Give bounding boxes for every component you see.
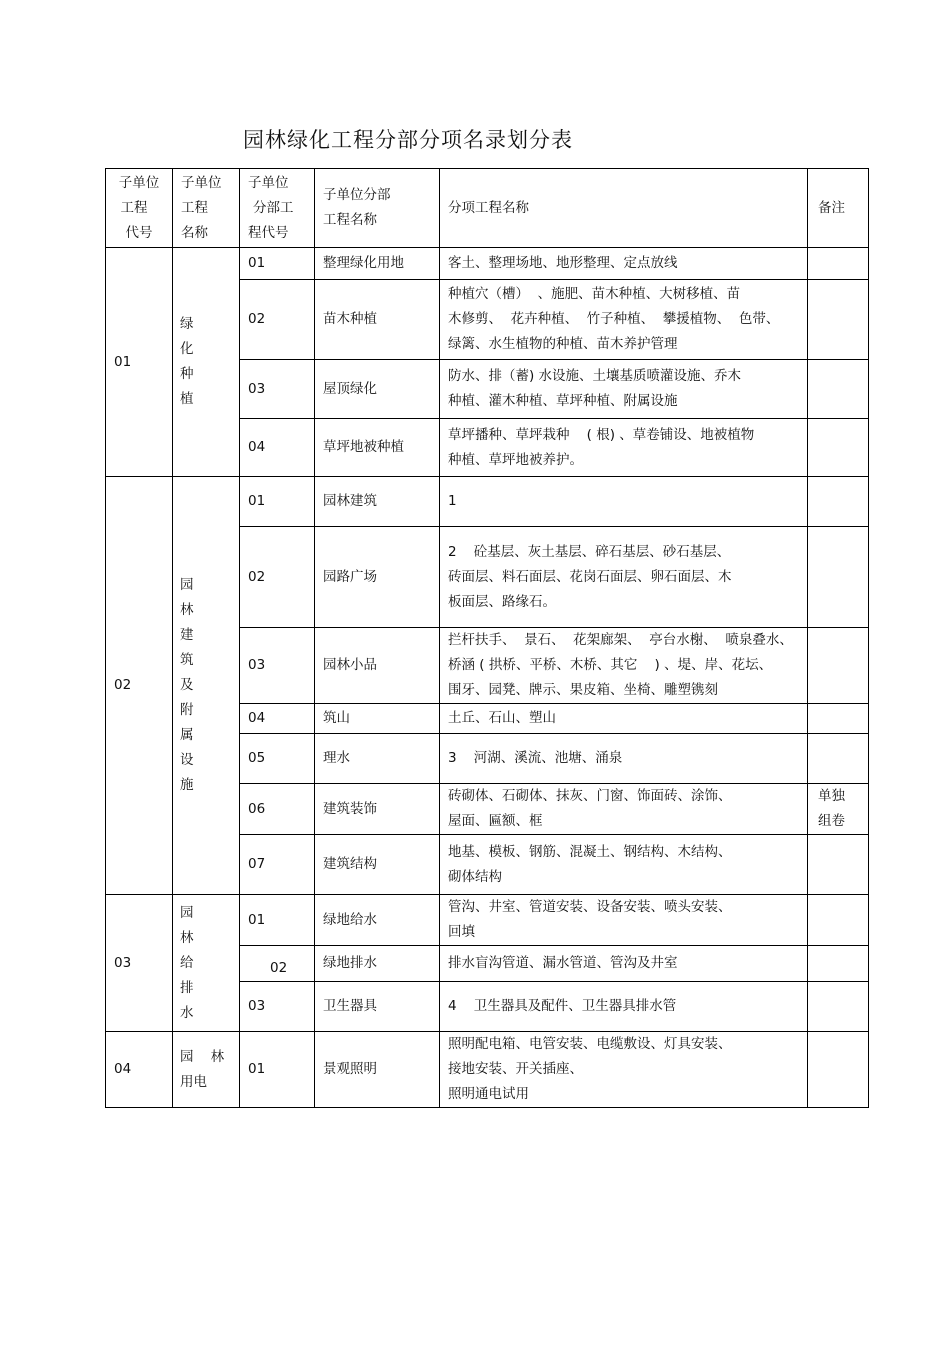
sub-unit-code-cell: 04	[106, 1032, 173, 1108]
division-name-cell: 屋顶绿化	[315, 360, 440, 419]
item-names-cell: 管沟、井室、管道安装、设备安装、喷头安装、 回填	[440, 895, 808, 946]
remarks-cell	[808, 248, 869, 280]
division-name-cell: 园林小品	[315, 628, 440, 704]
table-row	[106, 1032, 869, 1108]
item-names-cell: 2 砼基层、灰土基层、碎石基层、砂石基层、 砖面层、料石面层、花岗石面层、卵石面层、木 板面层、路缘石。	[440, 527, 808, 628]
item-names-cell: 草坪播种、草坪栽种 ( 根) 、草卷铺设、地被植物 种植、草坪地被养护。	[440, 419, 808, 477]
division-code-cell: 03	[240, 982, 315, 1032]
division-code-cell: 01	[240, 895, 315, 946]
division-name-cell: 整理绿化用地	[315, 248, 440, 280]
division-code-cell: 01	[240, 477, 315, 527]
sub-unit-name-cell: 绿 化 种 植	[173, 248, 240, 477]
remarks-cell	[808, 895, 869, 946]
division-name-cell: 苗木种植	[315, 280, 440, 360]
division-code-cell: 07	[240, 835, 315, 895]
remarks-cell	[808, 835, 869, 895]
item-names-cell: 排水盲沟管道、漏水管道、管沟及井室	[440, 946, 808, 982]
division-code-cell: 02	[240, 280, 315, 360]
page-title: 园林绿化工程分部分项名录划分表	[243, 128, 573, 152]
item-names-cell: 照明配电箱、电管安装、电缆敷设、灯具安装、 接地安装、开关插座、 照明通电试用	[440, 1032, 808, 1108]
sub-unit-code-cell: 03	[106, 895, 173, 1032]
division-name-cell: 筑山	[315, 704, 440, 734]
table-row	[106, 477, 869, 527]
item-names-cell: 3 河湖、溪流、池塘、涌泉	[440, 734, 808, 784]
header-remarks: 备注	[808, 169, 869, 248]
header-sub-unit-name: 子单位 工程 名称	[173, 169, 240, 248]
remarks-cell	[808, 419, 869, 477]
division-name-cell: 建筑结构	[315, 835, 440, 895]
remarks-cell	[808, 280, 869, 360]
header-item-name: 分项工程名称	[440, 169, 808, 248]
header-division-code: 子单位 分部工 程代号	[240, 169, 315, 248]
division-code-cell: 01	[240, 248, 315, 280]
table-row	[106, 895, 869, 946]
item-names-cell: 1	[440, 477, 808, 527]
item-names-cell: 地基、模板、钢筋、混凝土、钢结构、木结构、 砌体结构	[440, 835, 808, 895]
remarks-cell	[808, 946, 869, 982]
division-code-cell: 04	[240, 704, 315, 734]
division-name-cell: 园林建筑	[315, 477, 440, 527]
division-code-cell: 04	[240, 419, 315, 477]
remarks-cell	[808, 982, 869, 1032]
table-row	[106, 248, 869, 280]
sub-unit-code-cell: 02	[106, 477, 173, 895]
division-name-cell: 景观照明	[315, 1032, 440, 1108]
division-code-cell: 03	[240, 628, 315, 704]
division-code-cell: 05	[240, 734, 315, 784]
remarks-cell	[808, 360, 869, 419]
division-name-cell: 卫生器具	[315, 982, 440, 1032]
division-code-cell: 02	[240, 946, 315, 982]
remarks-cell	[808, 477, 869, 527]
division-name-cell: 草坪地被种植	[315, 419, 440, 477]
division-name-cell: 绿地给水	[315, 895, 440, 946]
remarks-cell	[808, 734, 869, 784]
item-names-cell: 种植穴（槽） 、施肥、苗木种植、大树移植、苗 木修剪、 花卉种植、 竹子种植、 攀援植物、 色带、 绿篱、水生植物的种植、苗木养护管理	[440, 280, 808, 360]
remarks-cell: 单独 组卷	[808, 784, 869, 835]
division-name-cell: 园路广场	[315, 527, 440, 628]
division-name-cell: 绿地排水	[315, 946, 440, 982]
item-names-cell: 客土、整理场地、地形整理、定点放线	[440, 248, 808, 280]
sub-unit-name-cell: 园 林 给 排 水	[173, 895, 240, 1032]
sub-unit-code-cell: 01	[106, 248, 173, 477]
division-code-cell: 03	[240, 360, 315, 419]
remarks-cell	[808, 1032, 869, 1108]
item-names-cell: 4 卫生器具及配件、卫生器具排水管	[440, 982, 808, 1032]
division-code-cell: 02	[240, 527, 315, 628]
item-names-cell: 拦杆扶手、 景石、 花架廊架、 亭台水榭、 喷泉叠水、 桥涵 ( 拱桥、平桥、木桥、其它 ) 、堤、岸、花坛、 围牙、园凳、牌示、果皮箱、坐椅、雕塑镌刻	[440, 628, 808, 704]
division-name-cell: 理水	[315, 734, 440, 784]
division-code-cell: 01	[240, 1032, 315, 1108]
division-code-cell: 06	[240, 784, 315, 835]
remarks-cell	[808, 527, 869, 628]
item-names-cell: 防水、排（蓄) 水设施、土壤基质喷灌设施、乔木 种植、灌木种植、草坪种植、附属设施	[440, 360, 808, 419]
header-sub-unit-code: 子单位 工程 代号	[106, 169, 173, 248]
sub-unit-name-cell: 园 林 用电	[173, 1032, 240, 1108]
remarks-cell	[808, 628, 869, 704]
division-table	[105, 168, 869, 1108]
sub-unit-name-cell: 园 林 建 筑 及 附 属 设 施	[173, 477, 240, 895]
division-name-cell: 建筑装饰	[315, 784, 440, 835]
item-names-cell: 土丘、石山、塑山	[440, 704, 808, 734]
table-header-row	[106, 169, 869, 248]
header-division-name: 子单位分部 工程名称	[315, 169, 440, 248]
remarks-cell	[808, 704, 869, 734]
item-names-cell: 砖砌体、石砌体、抹灰、门窗、饰面砖、涂饰、 屋面、匾额、框	[440, 784, 808, 835]
